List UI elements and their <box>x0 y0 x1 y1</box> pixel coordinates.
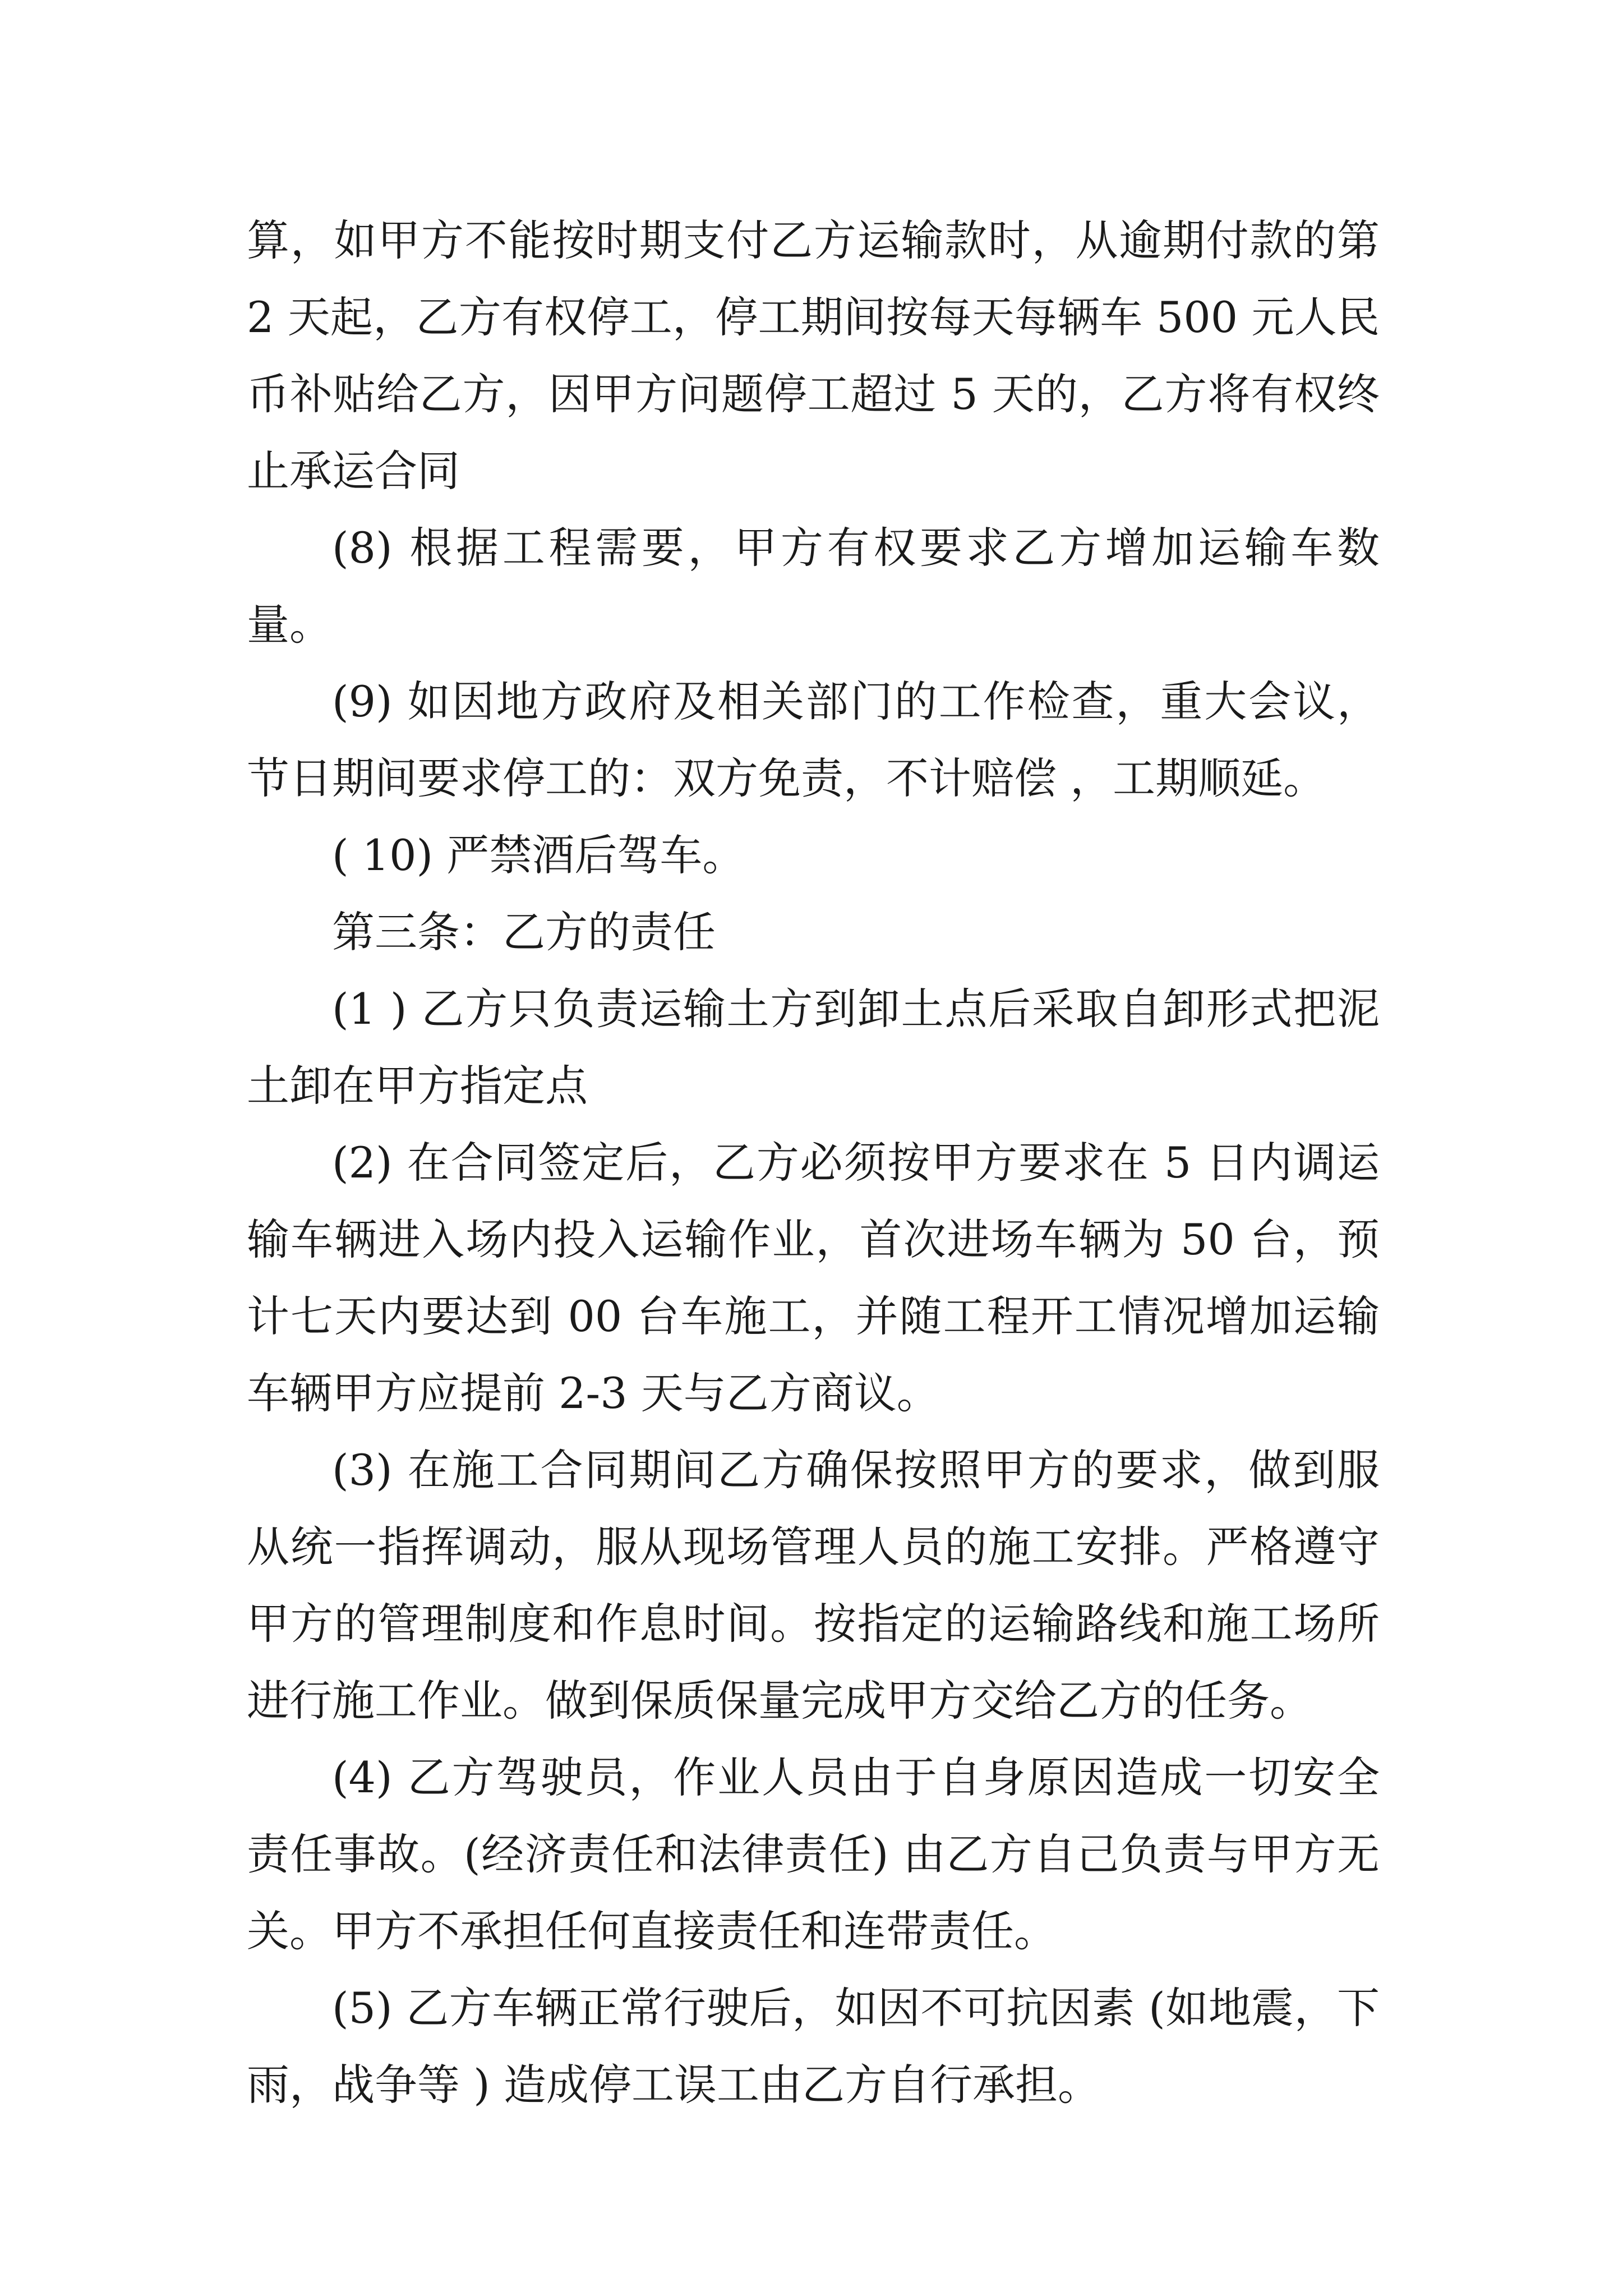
paragraph-clause-8: (8) 根据工程需要，甲方有权要求乙方增加运输车数量。 <box>247 523 1380 650</box>
paragraph-party-b-5: (5) 乙方车辆正常行驶后，如因不可抗因素 (如地震，下雨，战争等 ) 造成停工误工由乙方自行承担。 <box>247 1983 1380 2110</box>
paragraph-clause-10: ( 10) 严禁酒后驾车。 <box>332 830 745 880</box>
document-body <box>247 202 1380 2123</box>
paragraph-party-b-4: (4) 乙方驾驶员，作业人员由于自身原因造成一切安全责任事故。(经济责任和法律责任) 由乙方自己负责与甲方无关。甲方不承担任何直接责任和连带责任。 <box>247 1752 1380 1956</box>
paragraph-party-b-3: (3) 在施工合同期间乙方确保按照甲方的要求，做到服从统一指挥调动，服从现场管理人员的施工安排。严格遵守甲方的管理制度和作息时间。按指定的运输路线和施工场所进行施工作业。做到保质保量完成甲方交给乙方的任务。 <box>247 1445 1380 1726</box>
paragraph-party-b-2: (2) 在合同签定后，乙方必须按甲方要求在 5 日内调运输车辆进入场内投入运输作业，首次进场车辆为 50 台，预计七天内要达到 00 台车施工，并随工程开工情况增加运输车辆甲方应提前 2-3 天与乙方商议。 <box>247 1138 1380 1418</box>
paragraph-payment-continuation: 算，如甲方不能按时期支付乙方运输款时，从逾期付款的第 2 天起，乙方有权停工，停工期间按每天每辆车 500 元人民币补贴给乙方，因甲方问题停工超过 5 天的，乙方将有权终止承运合同 <box>247 215 1380 496</box>
paragraph-clause-9: (9) 如因地方政府及相关部门的工作检查，重大会议，节日期间要求停工的：双方免责，不计赔偿 ，工期顺延。 <box>247 677 1380 803</box>
article-3-heading: 第三条：乙方的责任 <box>332 907 716 957</box>
paragraph-party-b-1: (1 ) 乙方只负责运输土方到卸土点后采取自卸形式把泥土卸在甲方指定点 <box>247 984 1380 1111</box>
